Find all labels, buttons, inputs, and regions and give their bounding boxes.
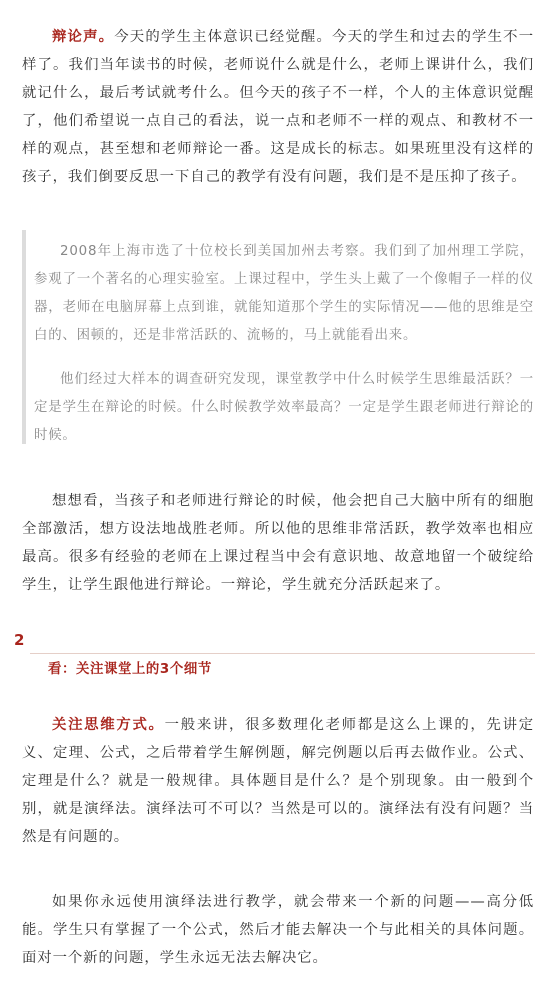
section-number: 2 (14, 631, 25, 649)
paragraph-debate-effect: 想想看，当孩子和老师进行辩论的时候，他会把自己大脑中所有的细胞全部激活，想方设法地战胜老师。所以他的思维非常活跃，教学效率也相应最高。很多有经验的老师在上课过程当中会有意识地、故意地留一个破绽给学生，让学生跟他进行辩论。一辩论，学生就充分活跃起来了。 (22, 493, 534, 593)
paragraph-debate (22, 23, 534, 191)
section-divider (30, 653, 535, 654)
paragraph-text-debate: 今天的学生主体意识已经觉醒。今天的学生和过去的学生不一样了。我们当年读书的时候，老师说什么就是什么，老师上课讲什么，我们就记什么，最后考试就考什么。但今天的孩子不一样，个人的主体意识觉醒了，他们希望说一点自己的看法，说一点和老师不一样的观点、和教材不一样的观点，甚至想和老师辩论一番。这是成长的标志。如果班里没有这样的孩子，我们倒要反思一下自己的教学有没有问题，我们是不是压抑了孩子。 (22, 29, 534, 185)
blockquote-bar (22, 230, 26, 444)
paragraph-thinking-mode (22, 711, 534, 851)
paragraph-lead-debate: 辩论声。 (52, 29, 115, 45)
quote-paragraph-1: 2008年上海市选了十位校长到美国加州去考察。我们到了加州理工学院，参观了一个著名的心理实验室。上课过程中，学生头上戴了一个像帽子一样的仪器，老师在电脑屏幕上点到谁，就能知道那个学生的实际情况——他的思维是空白的、困顿的，还是非常活跃的、流畅的，马上就能看出来。 (34, 244, 534, 343)
section-title: 看：关注课堂上的3个细节 (48, 662, 212, 677)
paragraph-deduction: 如果你永远使用演绎法进行教学，就会带来一个新的问题——高分低能。学生只有掌握了一个公式，然后才能去解决一个与此相关的具体问题。面对一个新的问题，学生永远无法去解决它。 (22, 894, 534, 966)
quote-paragraph-2: 他们经过大样本的调查研究发现，课堂教学中什么时候学生思维最活跃？一定是学生在辩论的时候。什么时候教学效率最高？一定是学生跟老师进行辩论的时候。 (34, 372, 534, 443)
paragraph-lead-thinking: 关注思维方式。 (52, 717, 165, 733)
paragraph-text-thinking: 一般来讲，很多数理化老师都是这么上课的，先讲定义、定理、公式，之后带着学生解例题，解完例题以后再去做作业。公式、定理是什么？就是一般规律。具体题目是什么？是个别现象。由一般到个别，就是演绎法。演绎法可不可以？当然是可以的。演绎法有没有问题？当然是有问题的。 (22, 717, 534, 845)
